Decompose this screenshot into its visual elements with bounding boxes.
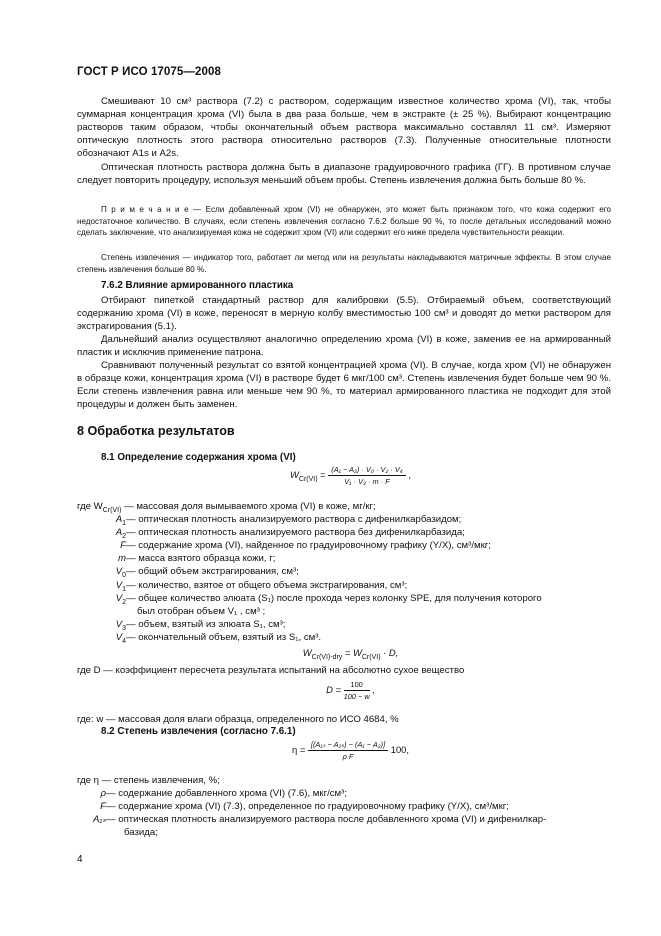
- paragraph-7-6-2-b: Дальнейший анализ осуществляют аналогично определению хрома (VI) в коже, заменив ее на армированный пластик и исключив применение патрона.: [77, 334, 611, 359]
- definition-text: — оптическая плотность анализируемого раствора после добавленного хрома (VI) и дифенилкар-: [106, 814, 547, 826]
- definition-row: [0, 787, 661, 800]
- definition-text: — масса взятого образца кожи, г;: [126, 553, 276, 565]
- note-primechanie: П р и м е ч а н и е — Если добавленный хром (VI) не обнаружен, это может быть признаком того, что кожа содержит его недостаточное количество. В случаях, если степень извлечения согласно 7.6.2 больше 90 %, то после детальных исследований можно сделать заключение, что анализируемая кожа не содержит хром (VI) или содержит его ниже предела чувствительности реакции.: [77, 205, 611, 238]
- formula-d-fraction: $\frac{100}{100 - w}$: [343, 680, 370, 701]
- formula-d: D = $\frac{100}{100 - w}$ ,: [326, 680, 375, 701]
- definition-symbol: V: [115, 631, 123, 643]
- heading-8-1: 8.1 Определение содержания хрома (VI): [101, 452, 296, 463]
- definition-text: — содержание хрома (VI), найденное по градуировочному графику (Y/X), см³/мкг;: [126, 540, 491, 552]
- definition-row: $V_4$ — окончательный объем, взятый из S₁, см³.: [115, 631, 322, 645]
- formula-w-cr: $W_{Cr(VI)}$ = $\frac{\text{(A₁ − A₂) · V₀ · V₂ · V₄}}{\text{V₁ · V₃ · m · F}}$ ,: [290, 465, 411, 486]
- definition-row: $V_3$ — объем, взятый из элюата S₁, см³;: [115, 618, 286, 632]
- definition-symbol: m: [118, 553, 126, 565]
- definition-row: $A_1$ — оптическая плотность анализируемого раствора с дифенилкарбазидом;: [115, 514, 462, 527]
- definition-text: — содержание добавленного хрома (VI) (7.6), мкг/см³;: [106, 788, 347, 799]
- definition-text: — общее количество элюата (S₁) после прохода через колонку SPE, для получения которого: [126, 592, 542, 604]
- definition-row: $V_0$ — общий объем экстрагирования, см³;: [115, 566, 299, 580]
- definition-eta: где η — степень извлечения, %;: [77, 775, 220, 786]
- definition-symbol: V: [115, 618, 123, 630]
- definition-row: $V_1$ — количество, взятое от общего объема экстрагирования, см³;: [115, 579, 408, 593]
- paragraph-7-6-2-a: Отбирают пипеткой стандартный раствор для калибровки (5.5). Отбираемый объем, соответствующий содержанию хрома (VI) в коже, переносят в мерную колбу вместимостью 100 см³ и доводят до метки раствором для экстрагирования (5.1).: [77, 295, 611, 333]
- document-header: ГОСТ Р ИСО 17075—2008: [77, 66, 222, 78]
- definition-row: [0, 800, 661, 813]
- definition-w-cr: где $W_{Cr(VI)}$ — массовая доля вымываемого хрома (VI) в коже, мг/кг;: [77, 501, 376, 514]
- definition-text: — общий объем экстрагирования, см³;: [126, 566, 299, 578]
- heading-section-8: 8 Обработка результатов: [77, 424, 235, 438]
- definition-text: был отобран объем V₁ , см³ ;: [137, 605, 266, 617]
- definition-row: [0, 552, 661, 565]
- note-recovery: Степень извлечения — индикатор того, работает ли метод или на результаты накладываются матричные эффекты. В этом случае степень извлечения больше 80 %.: [77, 253, 611, 274]
- definition-symbol: ρ: [100, 788, 106, 799]
- definition-text: — оптическая плотность анализируемого раствора с дифенилкарбазидом;: [126, 514, 462, 525]
- definition-symbol: V: [115, 566, 123, 578]
- definition-text: — количество, взятое от общего объема экстрагирования, см³;: [126, 579, 408, 591]
- formula-w-cr-fraction: $\frac{\text{(A₁ − A₂) · V₀ · V₂ · V₄}}{\text{V₁ · V₃ · m · F}}$: [328, 465, 405, 486]
- paragraph-mix: Смешивают 10 см³ раствора (7.2) с раствором, содержащим известное количество хрома (VI), так, чтобы суммарная концентрация хрома (VI) была в два раза больше, чем в экстракте (± 25 %). Выбирают концентрацию растворов таким образом, чтобы окончательный объем раствора максимально составлял 11 см³. Измеряют оптическую плотность этого раствора относительно растворов (7.3). Полученные относительные плотности обозначают A1s и A2s.: [77, 96, 611, 160]
- paragraph-7-6-2-c: Сравнивают полученный результат со взятой концентрацией хрома (VI). В случае, когда хром (VI) не обнаружен в образце кожи, концентрация хрома (VI) в растворе будет 6 мкг/100 см³. Степень извлечения будет больше чем 90 %. Если степень извлечения равна или меньше чем 90 %, то материал армированного пластика не подходит для этой процедуры и должен быть заменен.: [77, 360, 611, 411]
- definition-symbol: F: [100, 801, 106, 813]
- definition-symbol: A: [115, 527, 123, 539]
- definition-row: [0, 826, 661, 839]
- definition-symbol: V: [115, 592, 123, 604]
- definition-text: — оптическая плотность анализируемого раствора без дифенилкарбазида;: [126, 527, 465, 539]
- formula-w-dry: $W_{Cr(VI)-dry} = W_{Cr(VI)} \cdot D$,: [302, 647, 399, 661]
- definition-symbol: F: [120, 540, 126, 552]
- definition-row: $V_2$ — общее количество элюата (S₁) после прохода через колонку SPE, для получения которого: [115, 592, 542, 606]
- definition-symbol: A₁ₛ: [92, 814, 106, 826]
- definition-row: [0, 813, 661, 826]
- definition-row: [0, 605, 661, 618]
- formula-eta: η = $\frac{\text{[(A₁ₛ − A₂ₛ) − (A₁ − A₂)]}}{\text{ρ F}}$ 100,: [292, 740, 409, 761]
- page-number: 4: [77, 854, 83, 865]
- heading-7-6-2: 7.6.2 Влияние армированного пластика: [101, 280, 294, 291]
- formula-eta-fraction: $\frac{\text{[(A₁ₛ − A₂ₛ) − (A₁ − A₂)]}}{\text{ρ F}}$: [308, 740, 388, 761]
- heading-8-2: 8.2 Степень извлечения (согласно 7.6.1): [101, 726, 296, 737]
- definition-text: — окончательный объем, взятый из S₁, см³.: [126, 631, 322, 643]
- paragraph-optical-density: Оптическая плотность раствора должна быть в диапазоне градуировочного графика (ГГ). В противном случае следует повторить процедуру, используя меньший объем пробы. Степень извлечения должна быть больше 80 %.: [77, 162, 611, 187]
- definition-text: базида;: [124, 827, 158, 839]
- definition-row: $A_2$ — оптическая плотность анализируемого раствора без дифенилкарбазида;: [115, 527, 465, 540]
- definition-symbol: V: [115, 579, 123, 591]
- definition-text: — содержание хрома (VI) (7.3), определенное по градуировочному графику (Y/X), см³/мкг;: [106, 801, 509, 813]
- definition-moisture: где: w — массовая доля влаги образца, определенного по ИСО 4684, %: [77, 714, 399, 725]
- definition-text: — объем, взятый из элюата S₁, см³;: [126, 618, 286, 630]
- definition-d: где D — коэффициент пересчета результата испытаний на абсолютно сухое вещество: [77, 665, 465, 676]
- definition-row: [0, 539, 661, 552]
- definition-symbol: A: [115, 514, 123, 525]
